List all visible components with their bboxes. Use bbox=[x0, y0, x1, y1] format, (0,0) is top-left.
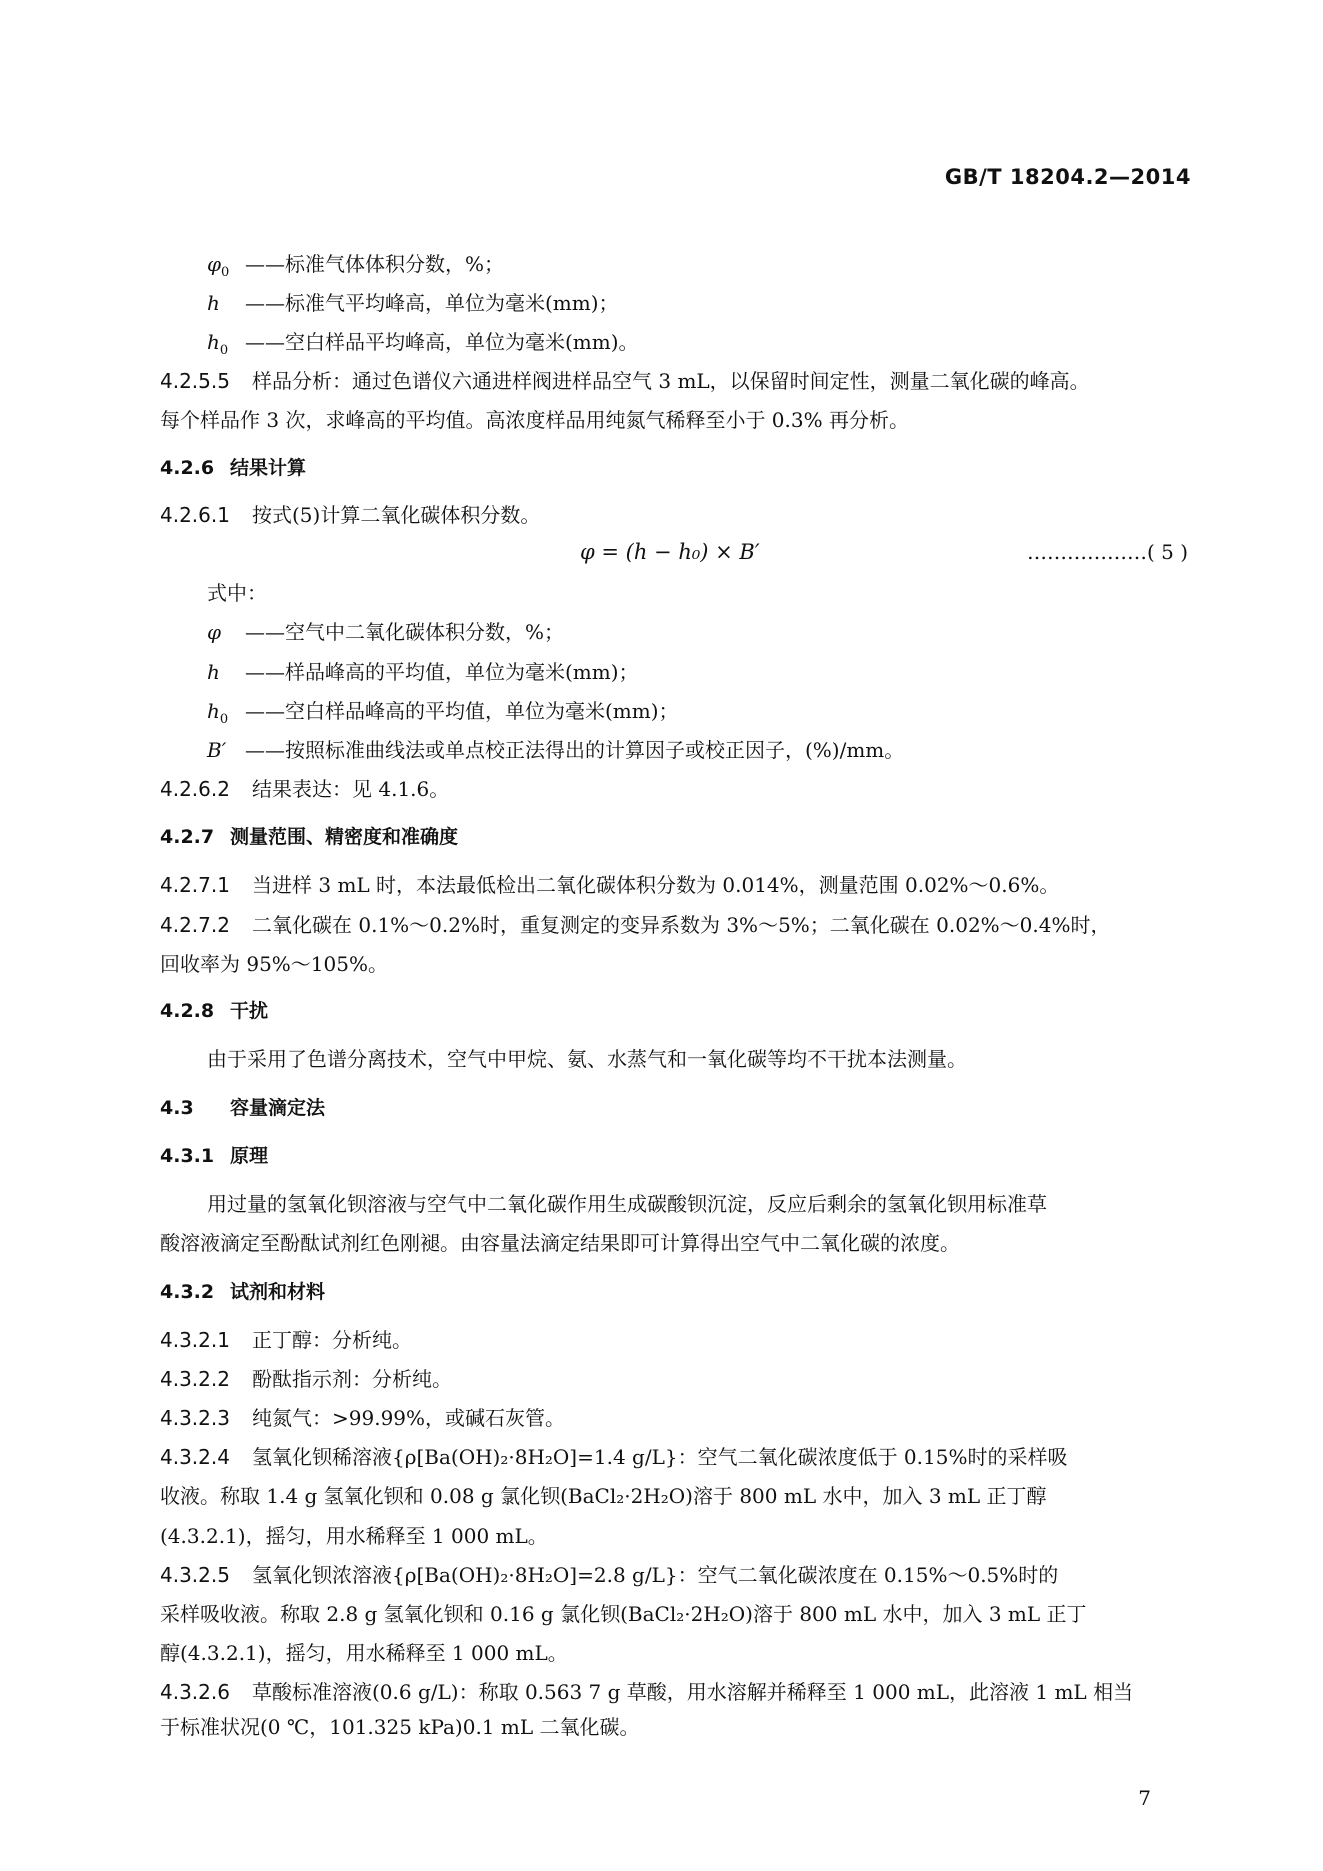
clause-4-3-2-4-cont: (4.3.2.1)，摇匀，用水稀释至 1 000 mL。 bbox=[160, 1524, 548, 1548]
definition-row: φ ——空气中二氧化碳体积分数，%； bbox=[207, 618, 1193, 655]
clause-4-3-2-5-cont: 采样吸收液。称取 2.8 g 氢氧化钡和 0.16 g 氯化钡(BaCl₂·2H₂O)溶于 800 mL 水中，加入 3 mL 正丁 bbox=[160, 1602, 1087, 1626]
formula-5: φ = (h − h₀) × B′ bbox=[580, 540, 760, 564]
paragraph-principle-cont: 酸溶液滴定至酚酞试剂红色刚褪。由容量法滴定结果即可计算得出空气中二氧化碳的浓度。 bbox=[160, 1231, 960, 1255]
symbol: h bbox=[207, 660, 220, 684]
symbol: $\varphi_0$ bbox=[207, 252, 230, 280]
clause-4-3-2-5: 4.3.2.5 氢氧化钡浓溶液{ρ[Ba(OH)₂·8H₂O]=2.8 g/L}：空气二氧化碳浓度在 0.15%～0.5%时的 bbox=[160, 1563, 1059, 1587]
definition-row: $h_0$ ——空白样品平均峰高，单位为毫米(mm)。 bbox=[207, 328, 1193, 365]
clause-4-2-5-5-cont: 每个样品作 3 次，求峰高的平均值。高浓度样品用纯氮气稀释至小于 0.3% 再分析。 bbox=[160, 408, 909, 432]
heading-4-2-6: 4.2.6 结果计算 bbox=[160, 457, 307, 479]
clause-4-3-2-4-cont: 收液。称取 1.4 g 氢氧化钡和 0.08 g 氯化钡(BaCl₂·2H₂O)溶于 800 mL 水中，加入 3 mL 正丁醇 bbox=[160, 1484, 1047, 1508]
symbol: B′ bbox=[207, 738, 227, 762]
heading-4-3: 4.3 容量滴定法 bbox=[160, 1097, 326, 1119]
clause-4-3-2-6-cont: 于标准状况(0 ℃，101.325 kPa)0.1 mL 二氧化碳。 bbox=[160, 1715, 640, 1739]
heading-4-3-1: 4.3.1 原理 bbox=[160, 1145, 269, 1167]
heading-4-2-7: 4.2.7 测量范围、精密度和准确度 bbox=[160, 826, 459, 848]
clause-4-3-2-4: 4.3.2.4 氢氧化钡稀溶液{ρ[Ba(OH)₂·8H₂O]=1.4 g/L}：空气二氧化碳浓度低于 0.15%时的采样吸 bbox=[160, 1445, 1068, 1469]
definition-row: h ——样品峰高的平均值，单位为毫米(mm)； bbox=[207, 658, 1193, 695]
symbol: $h_0$ bbox=[207, 699, 229, 727]
definition-row: $\varphi_0$ ——标准气体体积分数，%； bbox=[207, 250, 1193, 287]
clause-4-3-2-3: 4.3.2.3 纯氮气：>99.99%，或碱石灰管。 bbox=[160, 1406, 566, 1430]
equation-number: ………………( 5 ) bbox=[1026, 540, 1188, 564]
paragraph-interference: 由于采用了色谱分离技术，空气中甲烷、氨、水蒸气和一氧化碳等均不干扰本法测量。 bbox=[207, 1047, 967, 1071]
symbol: φ bbox=[207, 620, 222, 644]
clause-4-2-7-2: 4.2.7.2 二氧化碳在 0.1%～0.2%时，重复测定的变异系数为 3%～5%；二氧化碳在 0.02%～0.4%时， bbox=[160, 913, 1111, 937]
clause-4-2-5-5: 4.2.5.5 样品分析：通过色谱仪六通进样阀进样品空气 3 mL，以保留时间定性，测量二氧化碳的峰高。 bbox=[160, 369, 1090, 393]
clause-4-3-2-6 bbox=[160, 1678, 1193, 1706]
paragraph-principle: 用过量的氢氧化钡溶液与空气中二氧化碳作用生成碳酸钡沉淀，反应后剩余的氢氧化钡用标准草 bbox=[207, 1192, 1047, 1216]
heading-4-3-2: 4.3.2 试剂和材料 bbox=[160, 1281, 326, 1303]
page-number: 7 bbox=[1138, 1786, 1151, 1810]
clause-text: 草酸标准溶液(0.6 g/L)：称取 0.563 7 g 草酸，用水溶解并稀释至 1 000 mL，此溶液 1 mL 相当 bbox=[252, 1680, 1134, 1704]
definition-row: B′ ——按照标准曲线法或单点校正法得出的计算因子或校正因子，(%)/mm。 bbox=[207, 736, 1193, 773]
clause-4-2-7-1: 4.2.7.1 当进样 3 mL 时，本法最低检出二氧化碳体积分数为 0.014%，测量范围 0.02%～0.6%。 bbox=[160, 873, 1060, 897]
where-label: 式中： bbox=[207, 581, 267, 605]
symbol: h bbox=[207, 291, 220, 315]
clause-4-2-7-2-cont: 回收率为 95%～105%。 bbox=[160, 952, 388, 976]
clause-4-2-6-2: 4.2.6.2 结果表达：见 4.1.6。 bbox=[160, 777, 450, 801]
heading-4-2-8: 4.2.8 干扰 bbox=[160, 1000, 269, 1022]
clause-4-3-2-2: 4.3.2.2 酚酞指示剂：分析纯。 bbox=[160, 1367, 452, 1391]
symbol: $h_0$ bbox=[207, 330, 229, 358]
standard-number: GB/T 18204.2—2014 bbox=[944, 165, 1191, 189]
definition-row: $h_0$ ——空白样品峰高的平均值，单位为毫米(mm)； bbox=[207, 697, 1193, 734]
definition-row: h ——标准气平均峰高，单位为毫米(mm)； bbox=[207, 289, 1193, 326]
clause-4-3-2-5-cont: 醇(4.3.2.1)，摇匀，用水稀释至 1 000 mL。 bbox=[160, 1641, 568, 1665]
clause-number: 4.3.2.6 bbox=[160, 1680, 230, 1704]
clause-4-2-6-1: 4.2.6.1 按式(5)计算二氧化碳体积分数。 bbox=[160, 503, 541, 527]
clause-4-3-2-1: 4.3.2.1 正丁醇：分析纯。 bbox=[160, 1328, 412, 1352]
